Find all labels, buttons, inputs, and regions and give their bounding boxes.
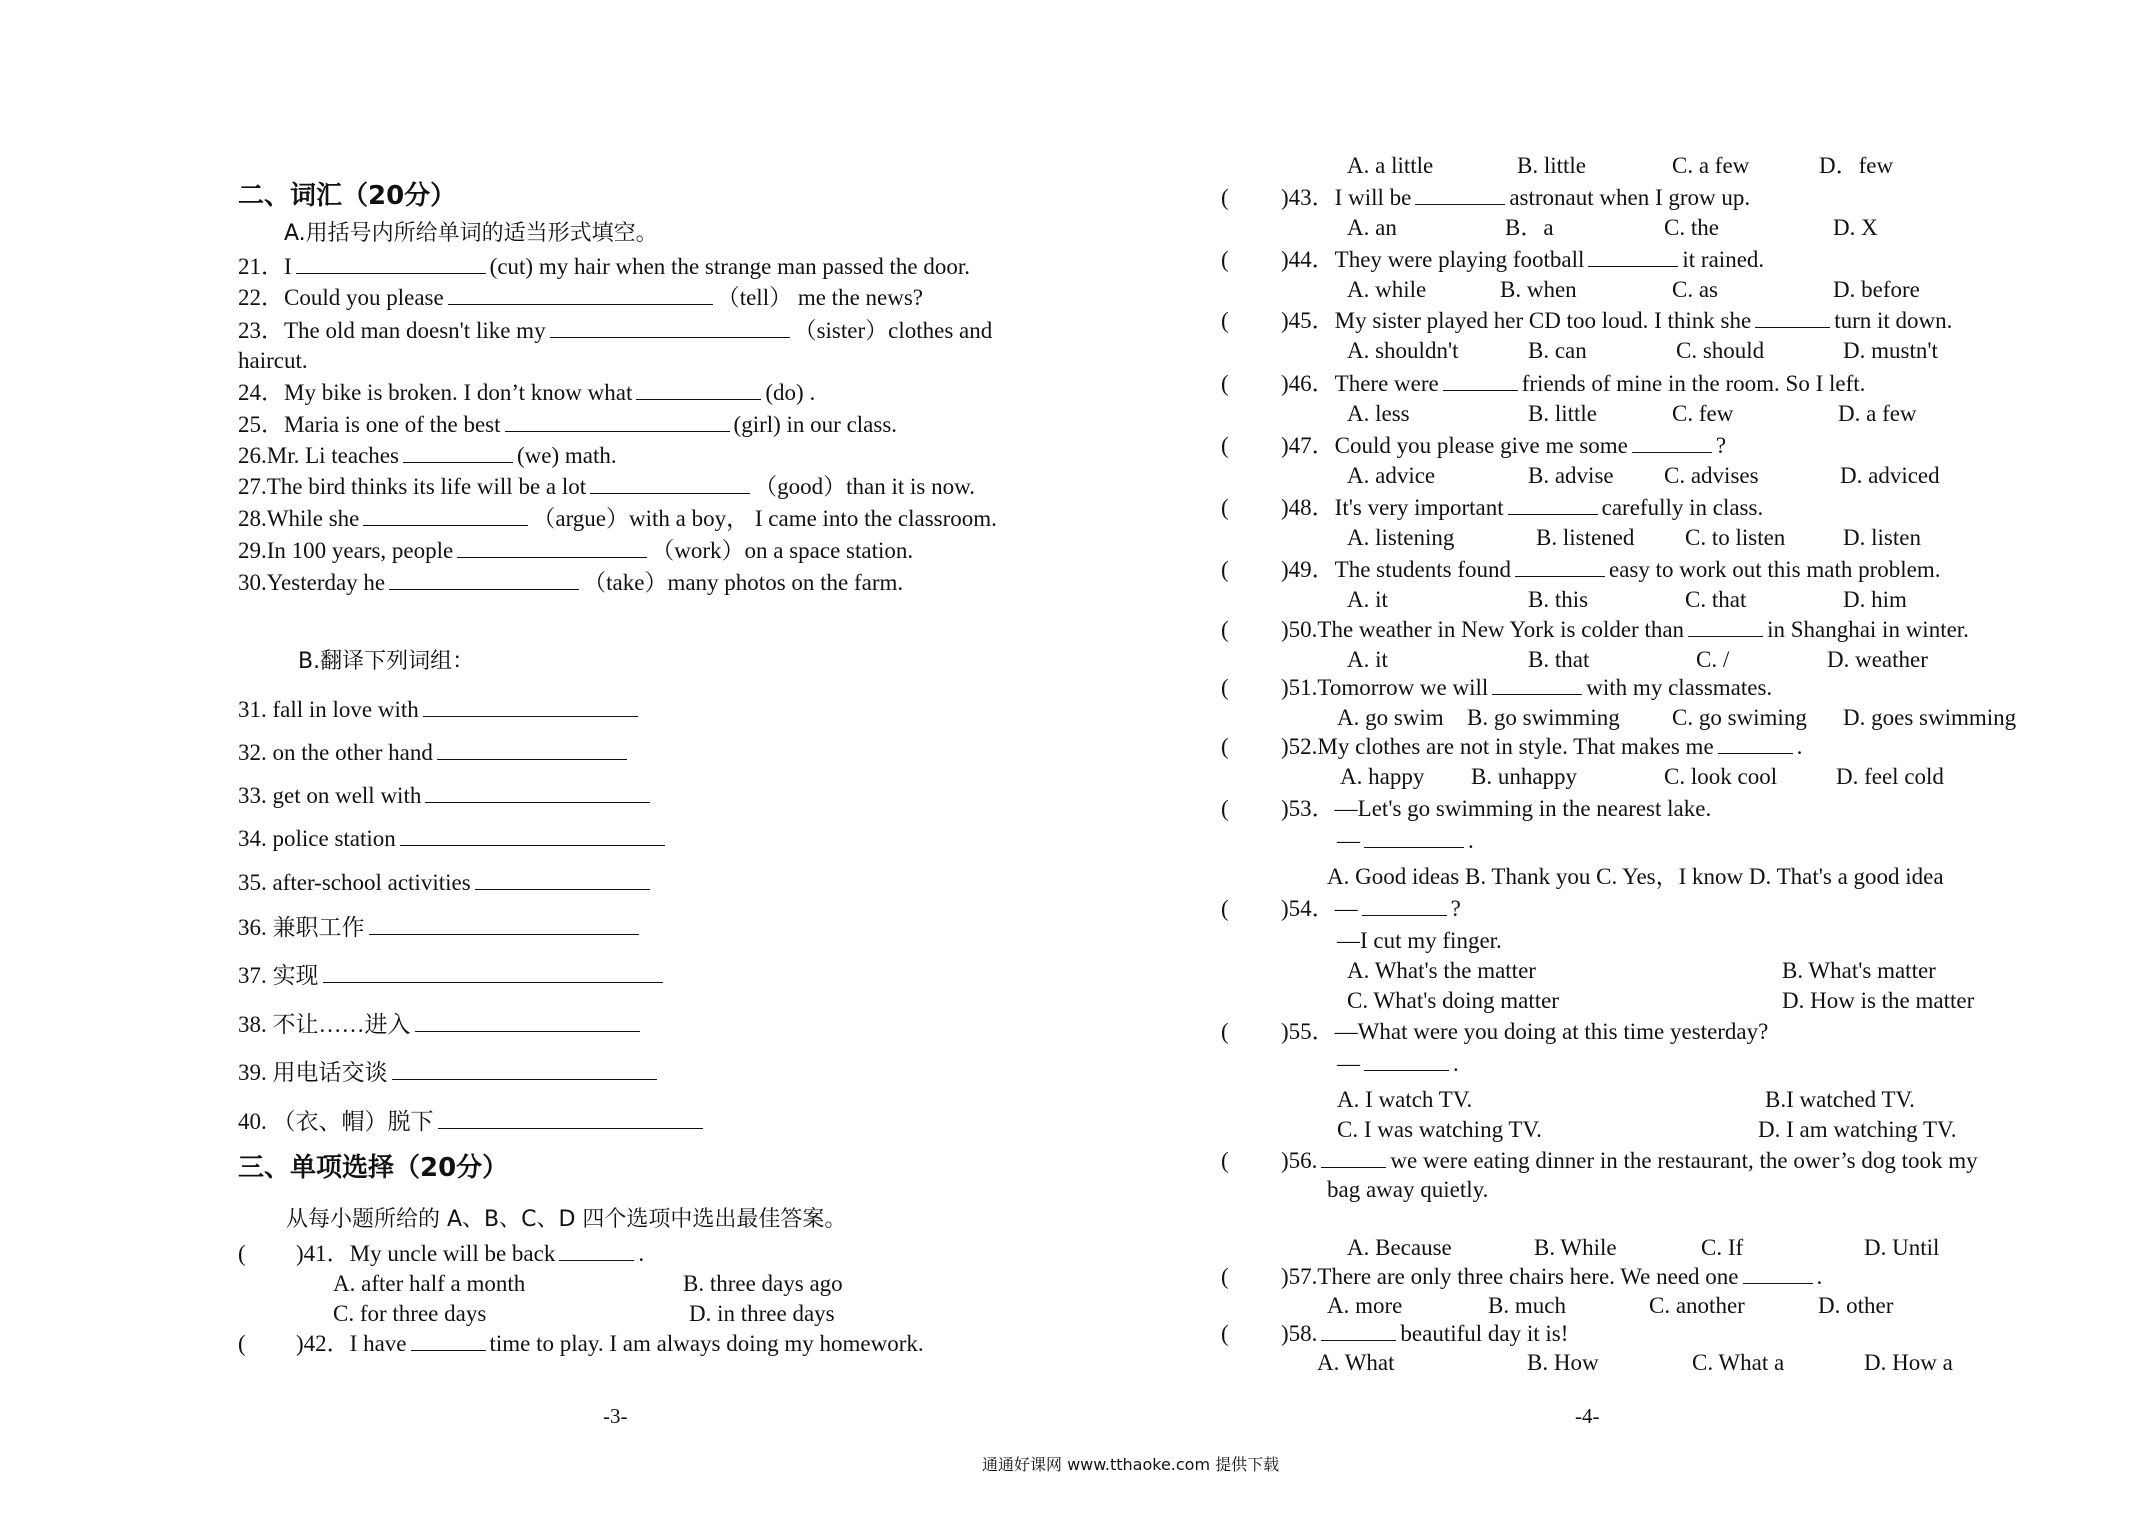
answer-blank[interactable] [1508, 494, 1598, 515]
option: C. What a [1692, 1350, 1785, 1375]
phrase-text: 36. 兼职工作 [238, 915, 365, 940]
mc-question-53-reply [1337, 827, 1474, 855]
answer-blank[interactable] [1688, 616, 1763, 637]
question-text: （argue）with a boy， I came into the classroom. [532, 506, 997, 531]
question-text: (girl) in our class. [733, 412, 898, 437]
fill-question-23 [238, 317, 992, 345]
phrase-text: 35. after-school activities [238, 870, 471, 895]
question-number: )44． [1281, 247, 1335, 272]
question-text: My bike is broken. I don’t know what [284, 380, 633, 405]
answer-blank[interactable] [425, 782, 650, 803]
question-number: 23． [238, 318, 284, 343]
question-text: （sister）clothes and [793, 318, 993, 343]
option: C. I was watching TV. [1337, 1117, 1542, 1142]
question-text: — [1334, 896, 1358, 921]
option: B. How [1527, 1350, 1599, 1375]
question-number: 24． [238, 380, 284, 405]
option: D. in three days [689, 1301, 835, 1326]
answer-blank[interactable] [296, 253, 486, 274]
mc-question-45 [1281, 307, 1952, 335]
question-number: 21． [238, 254, 284, 279]
answer-blank[interactable] [1321, 1320, 1396, 1341]
question-number: )51. [1281, 675, 1318, 700]
question-number: 30. [238, 570, 267, 595]
option: A. while [1347, 277, 1427, 302]
part-a-instruction: A.用括号内所给单词的适当形式填空。 [284, 221, 658, 246]
answer-blank[interactable] [1718, 733, 1793, 754]
question-number: )48． [1281, 495, 1335, 520]
answer-blank[interactable] [475, 869, 650, 890]
question-text: — [1337, 828, 1360, 853]
footer-credit: 通通好课网 www.tthaoke.com 提供下载 [982, 1455, 1280, 1474]
question-text: I will be [1334, 185, 1412, 210]
fill-question-28 [238, 473, 975, 501]
phrase-text: 34. police station [238, 826, 396, 851]
option: B. While [1534, 1235, 1617, 1260]
right-page [1075, 0, 2150, 1518]
mc-question-54 [1281, 895, 1461, 923]
option: A. go swim [1337, 705, 1444, 730]
option: B. three days ago [683, 1271, 843, 1296]
section-title-choice: 三、单项选择（20分） [238, 1153, 509, 1183]
answer-blank[interactable] [1492, 674, 1582, 695]
option: D. How is the matter [1782, 988, 1975, 1013]
answer-blank[interactable] [448, 284, 713, 305]
option: D．few [1819, 153, 1894, 178]
mc-question-55-reply [1337, 1050, 1459, 1078]
answer-blank[interactable] [1743, 1263, 1813, 1284]
fill-question-31 [238, 569, 903, 597]
question-text: . [1468, 828, 1474, 853]
page-number: -4- [1575, 1404, 1600, 1428]
question-text: —What were you doing at this time yesterday? [1334, 1019, 1769, 1044]
option: B. go swimming [1467, 705, 1620, 730]
option: B.I watched TV. [1765, 1087, 1915, 1112]
fill-question-27 [238, 442, 617, 470]
question-text: carefully in class. [1601, 495, 1764, 520]
question-text: turn it down. [1834, 308, 1953, 333]
option: A. What's the matter [1347, 958, 1536, 983]
answer-blank[interactable] [1364, 827, 1464, 848]
option: B. What's matter [1782, 958, 1936, 983]
fill-question-21 [238, 253, 970, 281]
answer-blank[interactable] [590, 473, 750, 494]
option: D. weather [1827, 647, 1928, 672]
answer-blank[interactable] [1443, 370, 1518, 391]
option: A. a little [1347, 153, 1434, 178]
fill-question-29 [238, 505, 997, 533]
question-text: （good）than it is now. [754, 474, 975, 499]
question-text: Tomorrow we will [1317, 675, 1489, 700]
option: B. advise [1528, 463, 1614, 488]
translate-item-33 [238, 782, 654, 810]
answer-blank[interactable] [550, 317, 790, 338]
answer-paren: ( [238, 1241, 246, 1266]
answer-blank[interactable] [1632, 432, 1712, 453]
section-title-vocab: 二、词汇（20分） [238, 181, 457, 211]
question-number: )46． [1281, 371, 1335, 396]
answer-paren: ( [1221, 371, 1229, 396]
question-text: . [638, 1241, 645, 1266]
translate-item-35 [238, 869, 654, 897]
option: B. unhappy [1471, 764, 1578, 789]
fill-question-24 [238, 347, 308, 375]
question-number: )57. [1281, 1264, 1318, 1289]
answer-paren: ( [1221, 617, 1229, 642]
question-number: 26. [238, 443, 267, 468]
mc-question-43 [1281, 184, 1750, 212]
option: D. him [1843, 587, 1907, 612]
option: B. this [1528, 587, 1589, 612]
question-number: )42． [296, 1331, 350, 1356]
answer-blank[interactable] [1362, 895, 1447, 916]
phrase-text: 31. fall in love with [238, 697, 419, 722]
translate-item-31 [238, 696, 642, 724]
question-text: Mr. Li teaches [266, 443, 399, 468]
option: A. after half a month [333, 1271, 526, 1296]
answer-paren: ( [1221, 796, 1229, 821]
page-number: -3- [603, 1404, 628, 1428]
question-text: haircut. [238, 348, 308, 373]
option: D. Until [1864, 1235, 1940, 1260]
question-text: I [284, 254, 292, 279]
option: C. / [1696, 647, 1730, 672]
answer-blank[interactable] [392, 1059, 657, 1080]
mc-question-57 [1281, 1263, 1822, 1291]
option: D. How a [1864, 1350, 1953, 1375]
option: C. for three days [333, 1301, 487, 1326]
mc-question-49 [1281, 556, 1941, 584]
option: D. a few [1838, 401, 1917, 426]
answer-blank[interactable] [411, 1330, 486, 1351]
phrase-text: 33. get on well with [238, 783, 422, 808]
answer-paren: ( [1221, 433, 1229, 458]
mc-question-50 [1281, 616, 1969, 644]
option: C. advises [1664, 463, 1759, 488]
answer-blank[interactable] [1755, 307, 1830, 328]
option: A. What [1317, 1350, 1395, 1375]
answer-blank[interactable] [1364, 1050, 1449, 1071]
answer-paren: ( [1221, 1321, 1229, 1346]
answer-paren: ( [1221, 1148, 1229, 1173]
translate-item-39 [238, 1059, 661, 1087]
fill-question-25 [238, 379, 815, 407]
answer-paren: ( [1221, 557, 1229, 582]
question-text: —Let's go swimming in the nearest lake. [1334, 796, 1712, 821]
fill-question-26 [238, 411, 897, 439]
mc-question-44 [1281, 246, 1764, 274]
answer-blank[interactable] [389, 569, 579, 590]
translate-item-40 [238, 1108, 707, 1136]
mc-question-53 [1281, 795, 1711, 823]
question-number: )41． [296, 1241, 350, 1266]
mc-question-55 [1281, 1018, 1768, 1046]
option: B. when [1500, 277, 1577, 302]
question-text: （take）many photos on the farm. [583, 570, 904, 595]
question-text: There were [1334, 371, 1439, 396]
question-text: It's very important [1334, 495, 1504, 520]
answer-paren: ( [1221, 247, 1229, 272]
option: C. few [1672, 401, 1734, 426]
option: A. an [1347, 215, 1397, 240]
question-text: time to play. I am always doing my homework. [489, 1331, 924, 1356]
question-number: 28. [238, 506, 267, 531]
option: B. that [1528, 647, 1590, 672]
question-text: While she [266, 506, 360, 531]
question-text: They were playing football [1334, 247, 1585, 272]
answer-blank[interactable] [505, 411, 730, 432]
option: C. to listen [1685, 525, 1786, 550]
answer-blank[interactable] [1515, 556, 1605, 577]
option: D. X [1833, 215, 1878, 240]
phrase-text: 39. 用电话交谈 [238, 1060, 388, 1085]
choice-instruction: 从每小题所给的 A、B、C、D 四个选项中选出最佳答案。 [286, 1207, 847, 1232]
translate-item-32 [238, 739, 631, 767]
mc-question-48 [1281, 494, 1763, 522]
option-row: A. Good ideas B. Thank you C. Yes，I know D. That's a good idea [1327, 864, 1944, 889]
question-text: ? [1450, 896, 1461, 921]
option: B. listened [1536, 525, 1635, 550]
question-number: )52. [1281, 734, 1318, 759]
option: A. I watch TV. [1337, 1087, 1473, 1112]
option: D. goes swimming [1843, 705, 2017, 730]
question-text: . [1816, 1264, 1823, 1289]
answer-paren: ( [1221, 1019, 1229, 1044]
answer-paren: ( [1221, 896, 1229, 921]
question-text: (do) . [765, 380, 816, 405]
question-text: （work）on a space station. [651, 538, 914, 563]
answer-blank[interactable] [636, 379, 761, 400]
option: C. look cool [1664, 764, 1778, 789]
question-text: Could you please [284, 285, 444, 310]
option: A. advice [1347, 463, 1436, 488]
question-number: )55． [1281, 1019, 1335, 1044]
answer-blank[interactable] [369, 914, 639, 935]
option: A. more [1327, 1293, 1403, 1318]
mc-question-41 [296, 1240, 644, 1268]
question-text: My sister played her CD too loud. I think she [1334, 308, 1752, 333]
option: A. listening [1347, 525, 1455, 550]
mc-question-42 [296, 1330, 924, 1358]
question-number: )49． [1281, 557, 1335, 582]
answer-paren: ( [1221, 734, 1229, 759]
answer-blank[interactable] [559, 1240, 634, 1261]
option: B. little [1528, 401, 1597, 426]
mc-question-46 [1281, 370, 1865, 398]
translate-item-36 [238, 914, 643, 942]
question-text: The old man doesn't like my [284, 318, 546, 343]
question-text: There are only three chairs here. We need one [1317, 1264, 1739, 1289]
answer-paren: ( [238, 1331, 246, 1356]
question-text: The students found [1334, 557, 1511, 582]
question-number: )50. [1281, 617, 1318, 642]
answer-blank[interactable] [437, 739, 627, 760]
question-number: )56. [1281, 1148, 1318, 1173]
question-number: 25． [238, 412, 284, 437]
option: D. feel cold [1836, 764, 1944, 789]
option: C. the [1664, 215, 1719, 240]
option: A. happy [1340, 764, 1425, 789]
phrase-text: 37. 实现 [238, 963, 319, 988]
question-text: it rained. [1682, 247, 1765, 272]
translate-item-37 [238, 962, 667, 990]
option: D. listen [1843, 525, 1921, 550]
mc-question-47 [1281, 432, 1726, 460]
option: A. it [1347, 647, 1388, 672]
question-text: in Shanghai in winter. [1767, 617, 1969, 642]
answer-blank[interactable] [457, 537, 647, 558]
option: D. I am watching TV. [1758, 1117, 1957, 1142]
question-text: easy to work out this math problem. [1608, 557, 1941, 582]
answer-blank[interactable] [1415, 184, 1505, 205]
answer-paren: ( [1221, 185, 1229, 210]
option: C. What's doing matter [1347, 988, 1559, 1013]
question-text: The bird thinks its life will be a lot [266, 474, 587, 499]
mc-question-56 [1281, 1147, 1978, 1175]
option: D. mustn't [1843, 338, 1938, 363]
mc-question-51 [1281, 674, 1772, 702]
option: D. adviced [1840, 463, 1940, 488]
part-b-instruction: B.翻译下列词组： [298, 649, 475, 674]
answer-paren: ( [1221, 1264, 1229, 1289]
question-number: )47． [1281, 433, 1335, 458]
question-text: The weather in New York is colder than [1317, 617, 1685, 642]
question-text: beautiful day it is! [1400, 1321, 1569, 1346]
question-text: （tell） me the news? [716, 285, 924, 310]
question-text: (we) math. [516, 443, 617, 468]
question-number: 29. [238, 538, 267, 563]
answer-blank[interactable] [1321, 1147, 1386, 1168]
question-text: Maria is one of the best [284, 412, 501, 437]
question-text: My clothes are not in style. That makes me [1317, 734, 1714, 759]
fill-question-30 [238, 537, 913, 565]
question-number: )53． [1281, 796, 1335, 821]
question-text: . [1796, 734, 1803, 759]
question-text: (cut) my hair when the strange man passed the door. [489, 254, 970, 279]
option: C. as [1672, 277, 1718, 302]
question-text: My uncle will be back [349, 1241, 556, 1266]
translate-item-38 [238, 1011, 644, 1039]
question-number: 22． [238, 285, 284, 310]
question-text: In 100 years, people [266, 538, 454, 563]
phrase-text: 40. （衣、帽）脱下 [238, 1109, 434, 1134]
question-text: we were eating dinner in the restaurant, the ower’s dog took my [1390, 1148, 1978, 1173]
translate-item-34 [238, 825, 669, 853]
answer-blank[interactable] [1588, 246, 1678, 267]
option: C. another [1649, 1293, 1745, 1318]
mc-question-56-line2: bag away quietly. [1327, 1177, 1489, 1202]
question-number: 27. [238, 474, 267, 499]
option: A. Because [1347, 1235, 1452, 1260]
mc-question-52 [1281, 733, 1802, 761]
option: B．a [1505, 215, 1554, 240]
question-text: Could you please give me some [1334, 433, 1628, 458]
question-text: with my classmates. [1586, 675, 1773, 700]
fill-question-22 [238, 284, 923, 312]
question-number: )43． [1281, 185, 1335, 210]
question-text: ? [1715, 433, 1727, 458]
option: A. it [1347, 587, 1388, 612]
answer-blank[interactable] [438, 1108, 703, 1129]
option: B. much [1488, 1293, 1566, 1318]
question-number: )45． [1281, 308, 1335, 333]
answer-blank[interactable] [400, 825, 665, 846]
question-text: friends of mine in the room. So I left. [1521, 371, 1866, 396]
phrase-text: 38. 不让……进入 [238, 1012, 411, 1037]
answer-paren: ( [1221, 495, 1229, 520]
question-text: Yesterday he [266, 570, 386, 595]
answer-blank[interactable] [363, 505, 528, 526]
phrase-text: 32. on the other hand [238, 740, 433, 765]
option: B. little [1517, 153, 1586, 178]
option: C. should [1676, 338, 1765, 363]
answer-blank[interactable] [323, 962, 663, 983]
answer-blank[interactable] [415, 1011, 640, 1032]
question-text: . [1453, 1051, 1459, 1076]
question-text: I have [349, 1331, 407, 1356]
question-text: — [1337, 1051, 1360, 1076]
option: D. other [1818, 1293, 1894, 1318]
answer-blank[interactable] [423, 696, 638, 717]
answer-paren: ( [1221, 308, 1229, 333]
question-number: )58. [1281, 1321, 1318, 1346]
option: A. shouldn't [1347, 338, 1459, 363]
question-text: astronaut when I grow up. [1509, 185, 1751, 210]
option: C. go swiming [1672, 705, 1807, 730]
mc-question-58 [1281, 1320, 1568, 1348]
mc-question-54-reply: —I cut my finger. [1337, 928, 1502, 953]
answer-paren: ( [1221, 675, 1229, 700]
option: D. before [1833, 277, 1920, 302]
option: C. If [1701, 1235, 1744, 1260]
option: C. a few [1672, 153, 1750, 178]
option: B. can [1528, 338, 1587, 363]
option: A. less [1347, 401, 1410, 426]
question-number: )54． [1281, 896, 1335, 921]
option: C. that [1685, 587, 1747, 612]
answer-blank[interactable] [403, 442, 513, 463]
